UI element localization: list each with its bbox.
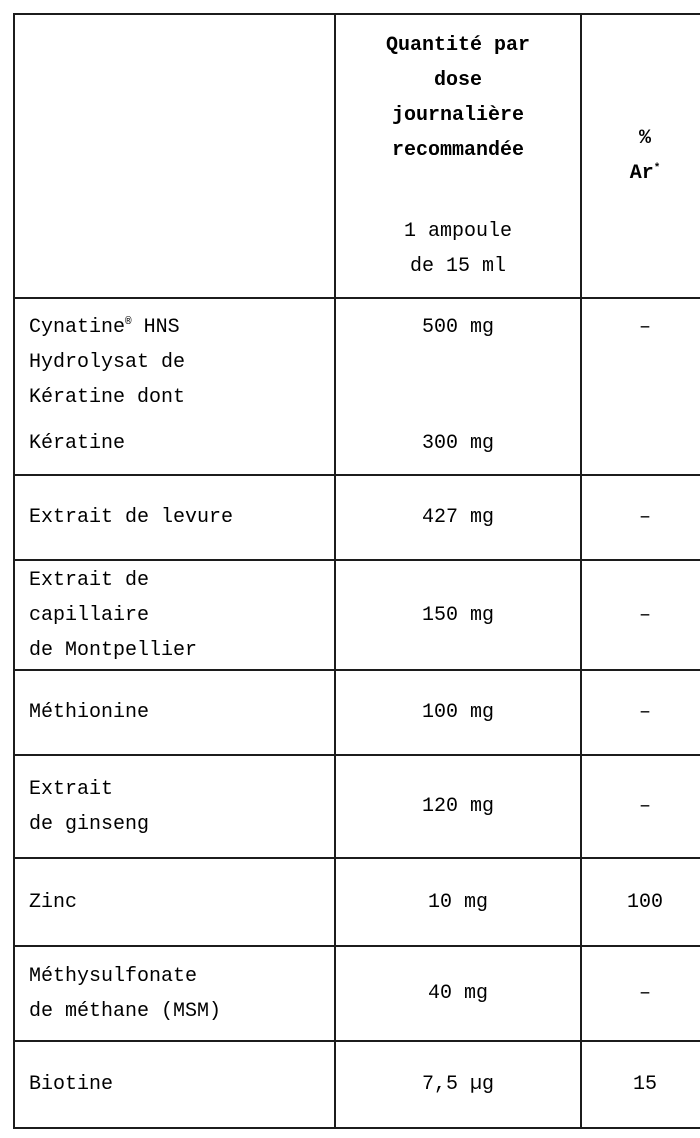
ingredient-cell [14, 298, 335, 475]
ar-value: 100 [626, 890, 663, 914]
ingredient-name: Méthionine [29, 701, 150, 724]
ar-value: – [638, 701, 651, 724]
ar-cell [581, 560, 700, 670]
amount-value: 100 mg [421, 701, 494, 724]
amount-value: 7,5 µg [421, 1073, 494, 1096]
ingredient-cell [14, 946, 335, 1041]
amount-value: 500 mg [421, 316, 494, 339]
amount-value: 10 mg [427, 890, 488, 914]
ingredient-name: Extrait de levure [29, 506, 234, 529]
table-header-row [14, 14, 700, 298]
amount-cell [335, 560, 581, 670]
amount-cell [335, 946, 581, 1041]
ar-cell [581, 946, 700, 1041]
ingredient-name: Extrait de ginseng [29, 777, 150, 836]
ar-cell [581, 1041, 700, 1128]
ingredient-name: Extrait de capillaire de Montpellier [29, 568, 198, 662]
ingredient-name: Zinc [29, 890, 78, 914]
ar-cell [581, 755, 700, 858]
amount-value: 120 mg [421, 795, 494, 818]
table-row [14, 475, 700, 560]
ingredients-table [13, 13, 700, 1129]
ar-cell [581, 670, 700, 755]
amount-cell [335, 298, 581, 475]
ar-value: 15 [632, 1073, 657, 1096]
ingredient-cell [14, 670, 335, 755]
amount-cell [335, 670, 581, 755]
amount-value: 150 mg [421, 603, 494, 627]
table-row [14, 298, 700, 475]
ar-cell [581, 475, 700, 560]
ingredient-subname: Kératine [29, 432, 126, 455]
ar-value: – [638, 795, 651, 818]
quantity-header-title: Quantité par dose journalière recommandée [385, 34, 531, 162]
table-row [14, 858, 700, 946]
ingredient-cell [14, 755, 335, 858]
table-row [14, 1041, 700, 1128]
ar-cell [581, 298, 700, 475]
ingredient-name: Biotine [29, 1073, 114, 1096]
table-row [14, 946, 700, 1041]
ar-value: – [638, 506, 651, 529]
amount-cell [335, 858, 581, 946]
table-row [14, 670, 700, 755]
amount-cell [335, 755, 581, 858]
amount-value: 40 mg [427, 982, 488, 1005]
ingredient-cell [14, 475, 335, 560]
ingredient-name: Cynatine® HNS Hydrolysat de Kératine dont [29, 316, 186, 409]
ingredient-name: Méthysulfonate de méthane (MSM) [29, 964, 222, 1023]
supplement-facts-table [13, 13, 700, 1129]
ar-value: – [638, 603, 651, 627]
amount-subvalue: 300 mg [421, 432, 494, 455]
header-quantity-cell [335, 14, 581, 298]
ingredient-cell [14, 858, 335, 946]
header-ar-cell [581, 14, 700, 298]
ingredient-cell [14, 560, 335, 670]
amount-cell [335, 475, 581, 560]
amount-value: 427 mg [421, 506, 494, 529]
header-ingredient-cell [14, 14, 335, 298]
ar-value: – [638, 982, 651, 1005]
ar-header-label: % Ar* [629, 127, 661, 185]
amount-cell [335, 1041, 581, 1128]
ar-cell [581, 858, 700, 946]
ingredient-cell [14, 1041, 335, 1128]
table-row [14, 755, 700, 858]
table-row [14, 560, 700, 670]
ar-value: – [638, 316, 651, 339]
quantity-header-subtitle: 1 ampoule de 15 ml [403, 220, 513, 278]
